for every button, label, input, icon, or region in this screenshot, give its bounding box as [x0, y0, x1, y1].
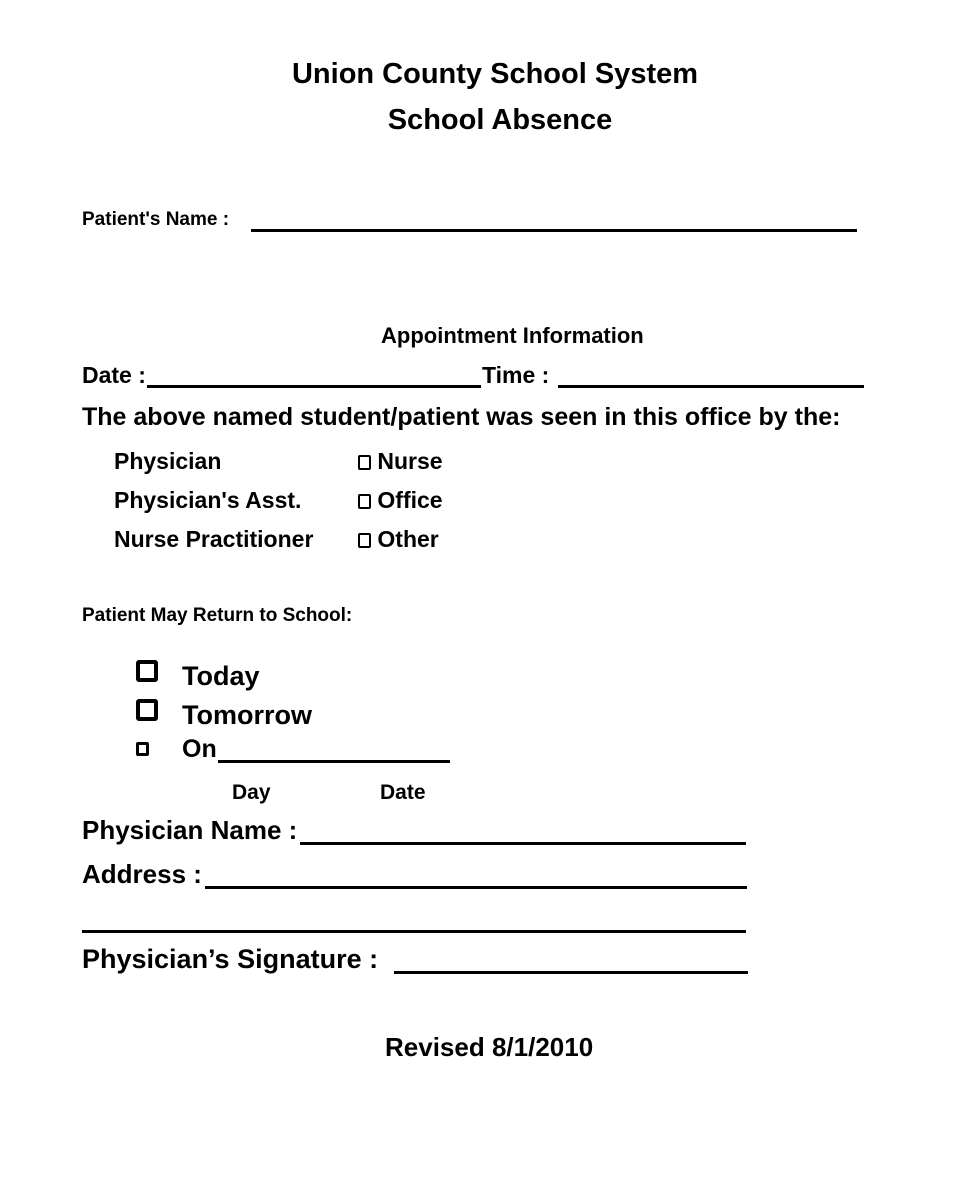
tomorrow-checkbox-icon[interactable]	[136, 699, 158, 721]
date-sublabel: Date	[380, 781, 426, 804]
provider-other-label: Other	[377, 526, 439, 552]
date-field[interactable]	[147, 385, 481, 388]
provider-nurse-option[interactable]	[358, 448, 443, 475]
time-field[interactable]	[558, 385, 864, 388]
return-today-label: Today	[182, 661, 260, 691]
other-checkbox-icon[interactable]	[358, 533, 371, 548]
return-on-label: On	[182, 735, 217, 763]
appointment-heading: Appointment Information	[381, 323, 644, 348]
provider-other-option[interactable]	[358, 526, 439, 553]
address-field-line-1[interactable]	[205, 886, 747, 889]
patient-name-field[interactable]	[251, 229, 857, 232]
form-title: Union County School System	[291, 58, 699, 90]
address-label: Address :	[82, 859, 202, 889]
physician-name-label: Physician Name :	[82, 815, 298, 845]
signature-field[interactable]	[394, 971, 748, 974]
day-label: Day	[232, 781, 271, 804]
provider-nurse-label: Nurse	[377, 448, 443, 474]
return-heading: Patient May Return to School:	[82, 605, 353, 626]
date-label: Date :	[82, 362, 146, 388]
nurse-checkbox-icon[interactable]	[358, 455, 371, 470]
office-checkbox-icon[interactable]	[358, 494, 371, 509]
address-field-line-2[interactable]	[82, 930, 746, 933]
provider-office-label: Office	[377, 487, 443, 513]
seen-by-statement: The above named student/patient was seen in this office by the:	[82, 403, 841, 431]
return-on-date-field[interactable]	[218, 760, 450, 763]
provider-office-option[interactable]	[358, 487, 443, 514]
provider-nurse-practitioner: Nurse Practitioner	[114, 526, 314, 552]
form-subtitle: School Absence	[387, 104, 613, 136]
physician-name-field[interactable]	[300, 842, 746, 845]
patient-name-label: Patient's Name :	[82, 209, 230, 230]
signature-label: Physician’s Signature :	[82, 944, 379, 974]
revised-date: Revised 8/1/2010	[385, 1032, 594, 1062]
provider-physicians-asst: Physician's Asst.	[114, 487, 302, 513]
return-tomorrow-label: Tomorrow	[182, 700, 312, 730]
on-checkbox-icon[interactable]	[136, 742, 149, 756]
today-checkbox-icon[interactable]	[136, 660, 158, 682]
time-label: Time :	[482, 362, 550, 388]
provider-physician: Physician	[114, 448, 222, 474]
